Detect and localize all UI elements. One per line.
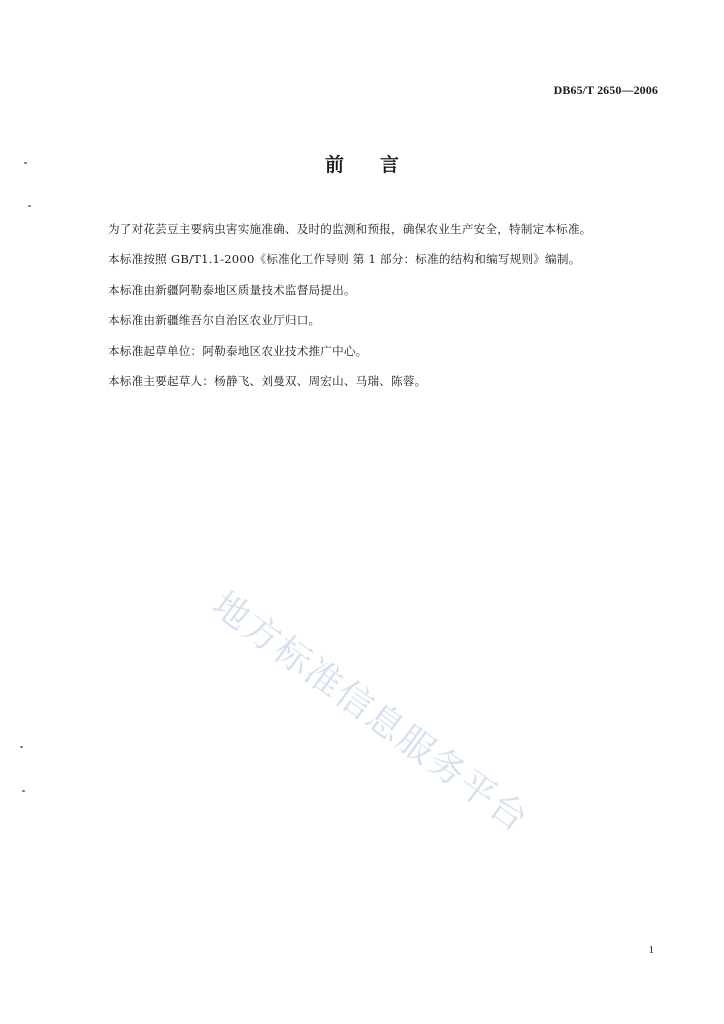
paragraph-proposer: 本标准由新疆阿勒泰地区质量技术监督局提出。 [108, 282, 356, 297]
paragraph-administrator: 本标准由新疆维吾尔自治区农业厅归口。 [108, 313, 321, 328]
standard-code: DB65/T 2650—2006 [553, 83, 658, 97]
title-char-2: 言 [380, 154, 400, 176]
scan-speck [22, 790, 25, 792]
watermark: 地方标准信息服务平台 [204, 584, 537, 841]
page-number: 1 [648, 944, 654, 956]
paragraph-drafting-unit: 本标准起草单位：阿勒泰地区农业技术推广中心。 [108, 343, 368, 358]
foreword-title [0, 150, 724, 177]
title-char-1: 前 [324, 154, 344, 176]
paragraph-purpose: 为了对花芸豆主要病虫害实施准确、及时的监测和预报，确保农业生产安全，特制定本标准。 [108, 222, 592, 236]
foreword-body [108, 222, 668, 404]
scan-speck [24, 162, 27, 164]
scan-speck [28, 205, 31, 207]
paragraph-drafters: 本标准主要起草人：杨静飞、刘曼双、周宏山、马瑞、陈蓉。 [108, 373, 427, 388]
scan-speck [20, 746, 23, 748]
paragraph-drafting-rules: 本标准按照 GB/T1.1-2000《标准化工作导则 第 1 部分：标准的结构和编写规则》编制。 [108, 252, 581, 267]
